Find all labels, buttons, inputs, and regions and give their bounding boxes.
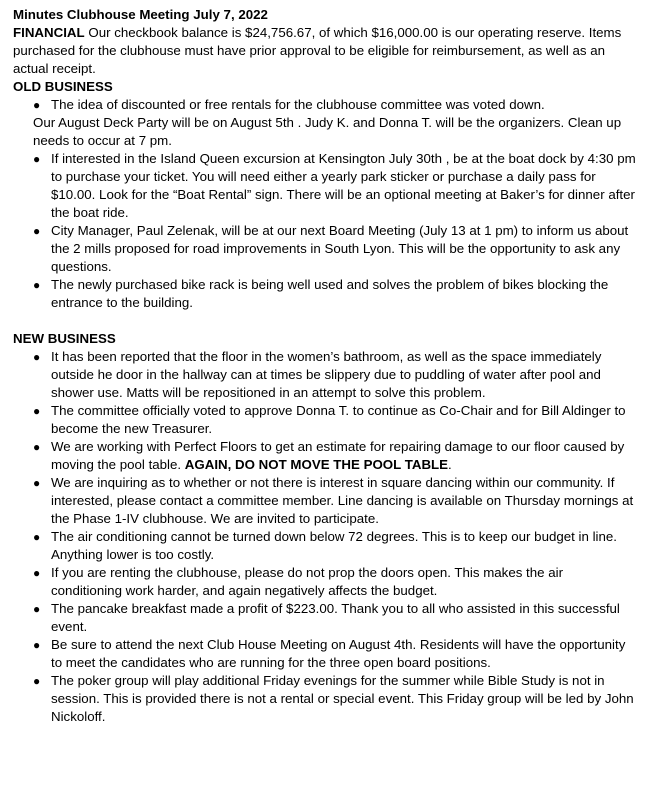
bullet-icon: ● (33, 674, 41, 688)
list-item-text: The pancake breakfast made a profit of $223.00. Thank you to all who assisted in this successful event. (51, 601, 620, 634)
list-item (13, 600, 637, 636)
new-business-list (13, 348, 637, 726)
list-item (13, 150, 637, 222)
list-item-text: The poker group will play additional Friday evenings for the summer while Bible Study is not in session. This is provided there is not a rental or special event. This Friday group will be led by John Nickoloff. (51, 673, 634, 724)
bullet-icon: ● (33, 476, 41, 490)
list-item (13, 402, 637, 438)
bullet-icon: ● (33, 566, 41, 580)
list-item (13, 474, 637, 528)
list-item (13, 528, 637, 564)
old-business-list-1 (13, 96, 637, 114)
list-item (13, 222, 637, 276)
list-item-text: If you are renting the clubhouse, please do not prop the doors open. This makes the air conditioning work harder, and again negatively affects the budget. (51, 565, 564, 598)
bullet-icon: ● (33, 638, 41, 652)
list-item-text: We are working with Perfect Floors to get an estimate for repairing damage to our floor caused by moving the pool table. (51, 439, 625, 472)
bullet-icon: ● (33, 278, 41, 292)
financial-text: Our checkbook balance is $24,756.67, of which $16,000.00 is our operating reserve. Items purchased for the clubhouse must have prior approval to be eligible for reimbursement, as well as an actual receipt. (13, 25, 622, 76)
list-item (13, 636, 637, 672)
bullet-icon: ● (33, 152, 41, 166)
list-item-text: City Manager, Paul Zelenak, will be at our next Board Meeting (July 13 at 1 pm) to inform us about the 2 mills proposed for road improvements in South Lyon. This will be the opportunity to ask any questions. (51, 223, 629, 274)
list-item-text: The idea of discounted or free rentals for the clubhouse committee was voted down. (51, 97, 545, 112)
list-item-text: The committee officially voted to approve Donna T. to continue as Co-Chair and for Bill Aldinger to become the new Treasurer. (51, 403, 626, 436)
list-item-text: If interested in the Island Queen excursion at Kensington July 30th , be at the boat dock by 4:30 pm to purchase your ticket. You will need either a yearly park sticker or purchase a daily pass for $10.00. Look for the “Boat Rental” sign. There will be an optional meeting at Baker’s for dinner after the boat ride. (51, 151, 636, 220)
deck-party-paragraph: Our August Deck Party will be on August 5th . Judy K. and Donna T. will be the organizers. Clean up needs to occur at 7 pm. (33, 115, 622, 148)
bullet-icon: ● (33, 530, 41, 544)
list-item (13, 438, 637, 474)
financial-paragraph (13, 24, 637, 78)
bullet-icon: ● (33, 224, 41, 238)
old-business-list-2 (13, 150, 637, 312)
new-business-heading: NEW BUSINESS (13, 331, 116, 346)
section-spacer (13, 312, 637, 330)
list-item (13, 96, 637, 114)
bullet-icon: ● (33, 98, 41, 112)
list-item-text: The newly purchased bike rack is being well used and solves the problem of bikes blocking the entrance to the building. (51, 277, 609, 310)
bullet-icon: ● (33, 404, 41, 418)
list-item-text: The air conditioning cannot be turned down below 72 degrees. This is to keep our budget in line. Anything lower is too costly. (51, 529, 617, 562)
document-title: Minutes Clubhouse Meeting July 7, 2022 (13, 7, 268, 22)
list-item-text: Be sure to attend the next Club House Meeting on August 4th. Residents will have the opportunity to meet the candidates who are running for the three open board positions. (51, 637, 626, 670)
bullet-icon: ● (33, 440, 41, 454)
list-item-text: We are inquiring as to whether or not there is interest in square dancing within our community. If interested, please contact a committee member. Line dancing is available on Thursday mornings at the Phase 1-IV clubhouse. We are invited to participate. (51, 475, 634, 526)
old-business-heading: OLD BUSINESS (13, 79, 113, 94)
list-item-text: It has been reported that the floor in the women’s bathroom, as well as the space immediately outside he door in the hallway can at times be slippery due to puddling of water after pool and shower use. Matts will be repositioned in an attempt to solve this problem. (51, 349, 602, 400)
bullet-icon: ● (33, 602, 41, 616)
financial-label: FINANCIAL (13, 25, 85, 40)
bullet-icon: ● (33, 350, 41, 364)
list-item (13, 564, 637, 600)
list-item (13, 276, 637, 312)
list-item-text-end: . (448, 457, 452, 472)
list-item (13, 348, 637, 402)
list-item (13, 672, 637, 726)
pool-table-warning: AGAIN, DO NOT MOVE THE POOL TABLE (184, 457, 449, 472)
